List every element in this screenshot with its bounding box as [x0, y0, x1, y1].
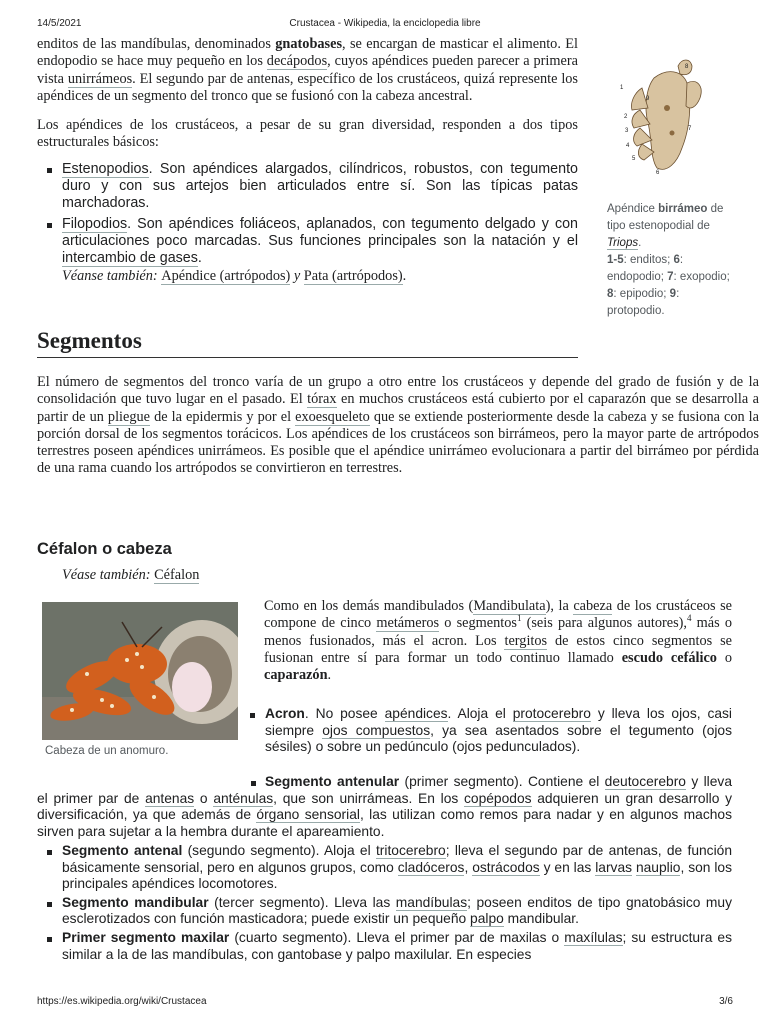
link-protocerebro[interactable]: protocerebro [512, 706, 591, 721]
link-unirrameos[interactable]: unirrámeos [67, 70, 133, 87]
head-paragraph: Como en los demás mandibulados (Mandibulata), la cabeza de los crustáceos se compone de cinco metámeros o segmentos$^1$ (seis para algunos autores),$^4$ más o menos fusionados, más el acron. Los tergitos de estos cinco segmentos se fusionan entre sí para formar un todo continuo llamado escudo cefálico o caparazón. [264, 598, 733, 684]
link-mandibulata[interactable]: Mandibulata [473, 598, 546, 614]
link-apendice[interactable]: Apéndice (artrópodos) [161, 267, 291, 284]
link-triops[interactable]: Triops [607, 237, 639, 249]
link-mandibulas[interactable]: mandíbulas [395, 894, 468, 910]
fig-label: 5 [632, 156, 636, 162]
types-paragraph: Los apéndices de los crustáceos, a pesar de su gran diversidad, responden a dos tipos estructurales básicos: [37, 117, 578, 151]
link-exoesqueleto[interactable]: exoesqueleto [295, 408, 370, 425]
link-nauplio[interactable]: nauplio [635, 859, 681, 875]
bullet [251, 781, 256, 786]
subsection-heading: Céfalon o cabeza [37, 540, 172, 558]
print-date: 14/5/2021 [37, 18, 82, 29]
link-apendices[interactable]: apéndices [384, 706, 448, 721]
appendage-figure[interactable] [612, 48, 712, 188]
print-footer [37, 996, 733, 1007]
intro-block [37, 36, 578, 285]
link-estenopodios[interactable]: Estenopodios [62, 160, 149, 177]
print-url: https://es.wikipedia.org/wiki/Crustacea [37, 996, 207, 1007]
link-ostracodos[interactable]: ostrácodos [472, 859, 540, 875]
link-maxilulas[interactable]: maxílulas [564, 929, 623, 945]
see-also: Véanse también: Apéndice (artrópodos) y Pata (artrópodos). [62, 267, 407, 284]
see-also-cefalon: Véase también: Céfalon [62, 567, 200, 583]
link-pata[interactable]: Pata (artrópodos) [303, 267, 403, 284]
link-larvas[interactable]: larvas [595, 859, 633, 875]
segments-paragraph: El número de segmentos del tronco varía de un grupo a otro entre los crustáceos y depende del grado de fusión y de la consolidación que tuvo lugar en el pasado. El tórax en muchos crustáceos está cubierto por el caparazón que se desarrolla a partir de un pliegue de la epidermis y por el exoesqueleto que se extiende posteriormente desde la cabeza y se fusiona con la porción dorsal de los segmentos torácicos. Los apéndices de los crustáceos son birrámeos, pero la mayor parte de artrópodos terrestres poseen apéndices unirrámeos. Es posible que el apéndice unirrámeo evolucionara a partir del birrámeo por pérdida de una rama cuando los artrópodos se convirtieron en terrestres. [37, 374, 760, 477]
link-copepodos[interactable]: copépodos [464, 790, 532, 806]
intro-paragraph: enditos de las mandíbulas, denominados gnatobases, se encargan de masticar el alimento. El endopodio se hace muy pequeño en los decápodos, cuyos apéndices pueden parecer a primera vista unirrámeos. El segundo par de antenas, específico de los crustáceos, quizá represente los apéndices de un segmento del tronco que se fusionó con la cabeza ancestral. [37, 36, 578, 104]
list-item: Estenopodios. Son apéndices alargados, cilíndricos, robustos, con tegumento duro y con sus artejos bien articulados entre sí. Son las típicas patas marchadoras. [37, 161, 578, 213]
list-item: Segmento antenal (segundo segmento). Aloja el tritocerebro; lleva el segundo par de antenas, de función básicamente sensorial, pero en algunos grupos, como cladóceros, ostrácodos y en las larvas nauplio, son los principales apéndices locomotores. [37, 843, 732, 893]
link-organo-sensorial[interactable]: órgano sensorial [256, 807, 360, 823]
types-list [37, 161, 578, 268]
list-item: Filopodios. Son apéndices foliáceos, aplanados, con tegumento delgado y con articulaciones poco marcadas. Sus funciones principales son la natación y el intercambio de gases. [37, 216, 578, 268]
fig-label: 4 [626, 143, 630, 149]
link-ojos-compuestos[interactable]: ojos compuestos [322, 722, 431, 738]
photo-caption: Cabeza de un anomuro. [45, 745, 169, 757]
hermit-crab-photo[interactable] [42, 602, 238, 740]
ref-1[interactable]: 1 [516, 613, 522, 624]
link-torax[interactable]: tórax [307, 391, 337, 408]
fig-label: 2 [624, 114, 628, 120]
section-heading: Segmentos [37, 328, 578, 358]
link-intercambio-gases[interactable]: intercambio de gases [62, 250, 198, 267]
fig-label: 8 [685, 64, 689, 70]
ref-4[interactable]: 4 [687, 613, 692, 624]
fig-label: 7 [688, 126, 692, 132]
list-item: Acron. No posee apéndices. Aloja el protocerebro y lleva los ojos, casi siempre ojos compuestos, ya sea asentados sobre el tegumento (ojos sésiles) o sobre un pedúnculo (ojos pedunculados). [240, 706, 732, 756]
figure-caption: Apéndice birrámeo de tipo estenopodial de Triops. 1-5: enditos; 6: endopodio; 7: exopodio; 8: epipodio; 9: protopodio. [607, 203, 730, 317]
list-item: Primer segmento maxilar (cuarto segmento). Lleva el primer par de maxilas o maxílulas; su estructura es similar a la de las mandíbulas, con gantobase y palpo maxilular. En especies [37, 930, 732, 963]
link-cladoceros[interactable]: cladóceros [397, 859, 465, 875]
segment-list [37, 843, 732, 963]
antenular-item: Segmento antenular (primer segmento). Contiene el deutocerebro y lleva el primer par de antenas o anténulas, que son unirrámeas. En los copépodos adquieren un gran desarrollo y diversificación, ya que además de órgano sensorial, las utilizan como remos para nadar y en algunos machos sirven para sujetar a la hembra durante el apareamiento. [37, 774, 733, 839]
print-title: Crustacea - Wikipedia, la enciclopedia libre [289, 18, 481, 29]
fig-label: 1 [620, 85, 624, 91]
acron-item [240, 706, 732, 756]
link-antenulas[interactable]: anténulas [213, 790, 274, 806]
link-metameros[interactable]: metámeros [376, 615, 440, 632]
link-decapodos[interactable]: decápodos [266, 53, 328, 70]
link-cabeza[interactable]: cabeza [573, 598, 613, 614]
link-antenas[interactable]: antenas [145, 790, 195, 806]
link-cefalon[interactable]: Céfalon [154, 567, 200, 583]
fig-label: 3 [625, 128, 629, 134]
link-tritocerebro[interactable]: tritocerebro [375, 843, 446, 858]
page-number: 3/6 [719, 996, 733, 1007]
fig-label: 6 [656, 170, 660, 176]
link-tergitos[interactable]: tergitos [504, 632, 548, 649]
link-pliegue[interactable]: pliegue [107, 408, 151, 425]
link-deutocerebro[interactable]: deutocerebro [604, 774, 686, 789]
link-filopodios[interactable]: Filopodios [62, 215, 128, 232]
fig-label: 9 [646, 96, 650, 102]
list-item: Segmento mandibular (tercer segmento). Lleva las mandíbulas; poseen enditos de tipo gnatobásico muy esclerotizados con función masticadora; puede existir un pequeño palpo mandibular. [37, 895, 732, 928]
link-palpo[interactable]: palpo [470, 911, 504, 927]
